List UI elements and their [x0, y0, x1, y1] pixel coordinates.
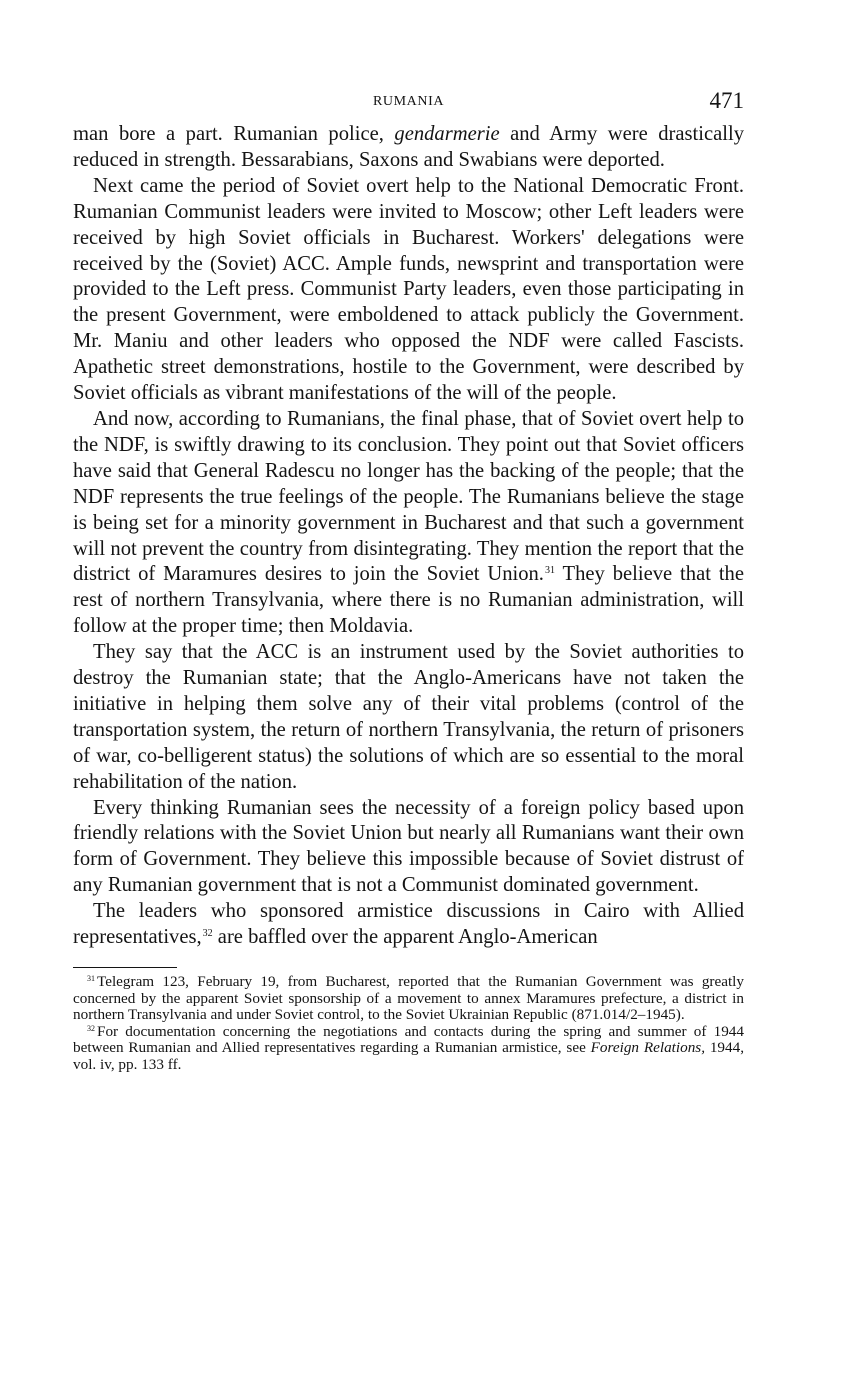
footnote-divider	[73, 967, 177, 968]
page-number: 471	[709, 88, 744, 113]
paragraph-3-text-a: And now, according to Rumanians, the final phase, that of Soviet overt help to the NDF, is swiftly drawing to its conclusion. They point out that Soviet officers have said that General Radescu no longer has the backing of the people; that the NDF represents the true feelings of the people. The Rumanians believe the stage is being set for a minority government in Bucharest and that such a government will not prevent the country from disintegrating. They mention the report that the district of Maramures desires to join the Soviet Union.	[73, 407, 744, 586]
paragraph-3-text-b: They believe that the rest of northern Transylvania, where there is no Rumanian administration, will follow at the proper time; then Moldavia.	[73, 563, 744, 638]
footnote-31	[73, 974, 744, 1024]
footnote-ref-32: 32	[202, 928, 213, 940]
paragraph-4: They say that the ACC is an instrument used by the Soviet authorities to destroy the Rumanian state; that the Anglo-Americans have not taken the initiative in helping them solve any of their vital problems (control of the transportation system, the return of northern Transylvania, the return of prisoners of war, co-belligerent status) the solutions of which are so essential to the moral rehabilitation of the nation.	[73, 641, 744, 793]
paragraph-3	[73, 407, 744, 640]
footnotes	[73, 974, 744, 1074]
footnote-32-text-b: 1944, vol. iv, pp. 133 ff.	[73, 1039, 744, 1073]
footnote-32-marker: 32	[87, 1023, 95, 1033]
page-header	[73, 88, 744, 122]
document-page	[73, 88, 744, 1074]
paragraph-1-italic: gendarmerie	[394, 123, 500, 145]
paragraph-6	[73, 899, 744, 951]
footnote-32-italic: Foreign Relations,	[590, 1039, 705, 1057]
paragraph-6-text-a: The leaders who sponsored armistice discussions in Cairo with Allied representatives,	[73, 900, 744, 949]
footnote-31-text: Telegram 123, February 19, from Bucharest, reported that the Rumanian Government was greatly concerned by the apparent Soviet sponsorship of a movement to annex Maramures prefecture, a district in northern Transylvania and under Soviet control, to the Soviet Ukrainian Republic (871.014/2–1945).	[73, 973, 744, 1024]
footnote-ref-31: 31	[544, 565, 555, 577]
paragraph-6-text-b: are baffled over the apparent Anglo-American	[212, 926, 598, 949]
body-text	[73, 122, 744, 951]
paragraph-2: Next came the period of Soviet overt help to the National Democratic Front. Rumanian Communist leaders were invited to Moscow; other Left leaders were received by high Soviet officials in Bucharest. Workers' delegations were received by the (Soviet) ACC. Ample funds, newsprint and transportation were provided to the Left press. Communist Party leaders, even those participating in the present Government, were emboldened to attack publicly the Government. Mr. Maniu and other leaders who opposed the NDF were called Fascists. Apathetic street demonstrations, hostile to the Government, were described by Soviet officials as vibrant manifestations of the will of the people.	[73, 174, 744, 405]
running-head: RUMANIA	[372, 94, 445, 109]
paragraph-1-text-a: man bore a part. Rumanian police,	[73, 123, 395, 145]
footnote-32-text-a: For documentation concerning the negotiations and contacts during the spring and summer of 1944 between Rumanian and Allied representatives regarding a Rumanian armistice, see	[73, 1022, 744, 1057]
footnote-32	[73, 1024, 744, 1074]
paragraph-5: Every thinking Rumanian sees the necessity of a foreign policy based upon friendly relations with the Soviet Union but nearly all Rumanians want their own form of Government. They believe this impossible because of Soviet distrust of any Rumanian government that is not a Communist dominated government.	[73, 796, 744, 897]
paragraph-1-text-b: and Army were drastically reduced in strength. Bessarabians, Saxons and Swabians were deported.	[73, 123, 744, 171]
footnote-31-marker: 31	[87, 974, 95, 983]
paragraph-1	[73, 122, 744, 174]
